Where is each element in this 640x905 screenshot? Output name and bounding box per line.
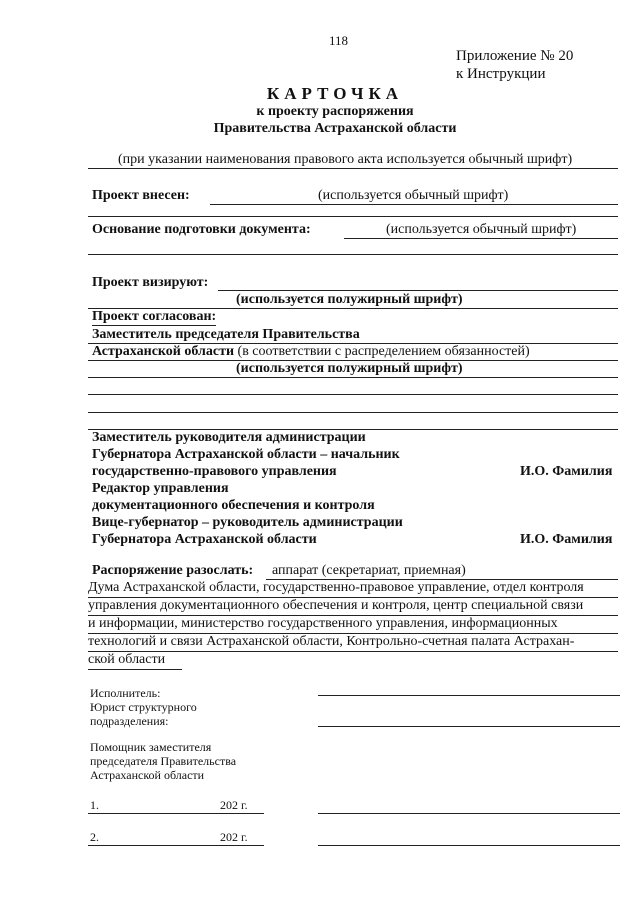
act-name-hint: (при указании наименования правового акта используется обычный шрифт) bbox=[118, 152, 573, 167]
divider bbox=[88, 377, 618, 378]
agreed-line-1: Заместитель председателя Правительства bbox=[92, 327, 360, 342]
date-year-2: 202 г. bbox=[220, 830, 248, 844]
signer-line-2: Губернатора Астраханской области – начальник bbox=[92, 447, 400, 462]
distribute-row-2: управления документационного обеспечения и контроля, центр специальной связи bbox=[88, 598, 584, 613]
assistant-line-2: председателя Правительства bbox=[90, 754, 237, 768]
signer-line-3: государственно-правового управления bbox=[92, 464, 337, 479]
signer-line-5: документационного обеспечения и контроля bbox=[92, 498, 375, 513]
submitted-value: (используется обычный шрифт) bbox=[318, 188, 509, 203]
page-number: 118 bbox=[329, 33, 349, 48]
signer-line-6: Вице-губернатор – руководитель администрации bbox=[92, 515, 403, 530]
divider bbox=[88, 394, 618, 395]
executor-line-3: подразделения: bbox=[90, 714, 169, 728]
distribute-row-3: и информации, министерство государственного управления, информационных bbox=[88, 616, 558, 631]
date-number-2: 2. bbox=[90, 830, 99, 844]
submitted-label: Проект внесен: bbox=[92, 188, 190, 203]
agreed-line-2-bold: Астраханской области bbox=[92, 344, 235, 359]
signer-line-4: Редактор управления bbox=[92, 481, 229, 496]
agreed-value: (используется полужирный шрифт) bbox=[236, 361, 463, 376]
divider bbox=[218, 290, 618, 291]
divider bbox=[88, 216, 618, 217]
date-year-1: 202 г. bbox=[220, 798, 248, 812]
date-line bbox=[88, 845, 264, 846]
executor-line-1: Исполнитель: bbox=[90, 686, 161, 700]
agreed-label: Проект согласован: bbox=[92, 309, 217, 324]
signer-line-1: Заместитель руководителя администрации bbox=[92, 430, 366, 445]
date-number-1: 1. bbox=[90, 798, 99, 812]
agreed-line-2 bbox=[92, 344, 530, 360]
appendix-line-2: к Инструкции bbox=[456, 66, 546, 82]
agreed-line-2-normal: (в соответствии с распределением обязанностей) bbox=[234, 344, 530, 359]
distribute-row-1: Дума Астраханской области, государственно-правовое управление, отдел контроля bbox=[88, 580, 584, 595]
divider bbox=[88, 168, 618, 169]
assistant-line-3: Астраханской области bbox=[90, 768, 205, 782]
divider bbox=[210, 204, 618, 205]
distribute-row-4: технологий и связи Астраханской области, Контрольно-счетная палата Астрахан- bbox=[88, 634, 575, 649]
executor-line-2: Юрист структурного bbox=[90, 700, 197, 714]
divider bbox=[88, 651, 618, 652]
divider bbox=[344, 238, 618, 239]
signature-line bbox=[318, 813, 620, 814]
distribute-first: аппарат (секретариат, приемная) bbox=[272, 563, 466, 578]
signature-line bbox=[318, 726, 620, 727]
basis-label: Основание подготовки документа: bbox=[92, 222, 311, 237]
title-subtitle-2: Правительства Астраханской области bbox=[213, 121, 457, 136]
divider bbox=[88, 669, 182, 670]
appendix-line-1: Приложение № 20 bbox=[456, 48, 574, 64]
document-title: КАРТОЧКА bbox=[266, 84, 404, 103]
signature-line bbox=[318, 845, 620, 846]
distribute-label: Распоряжение разослать: bbox=[92, 563, 254, 578]
signer-name-1: И.О. Фамилия bbox=[520, 464, 613, 479]
divider bbox=[88, 412, 618, 413]
title-subtitle-1: к проекту распоряжения bbox=[256, 104, 414, 119]
signature-line bbox=[318, 695, 620, 696]
endorse-value: (используется полужирный шрифт) bbox=[236, 292, 463, 307]
distribute-row-5: ской области bbox=[88, 652, 166, 667]
assistant-line-1: Помощник заместителя bbox=[90, 740, 212, 754]
signer-line-7: Губернатора Астраханской области bbox=[92, 532, 317, 547]
divider bbox=[88, 254, 618, 255]
basis-value: (используется обычный шрифт) bbox=[386, 222, 577, 237]
endorse-label: Проект визируют: bbox=[92, 275, 209, 290]
signer-name-2: И.О. Фамилия bbox=[520, 532, 613, 547]
date-line bbox=[88, 813, 264, 814]
